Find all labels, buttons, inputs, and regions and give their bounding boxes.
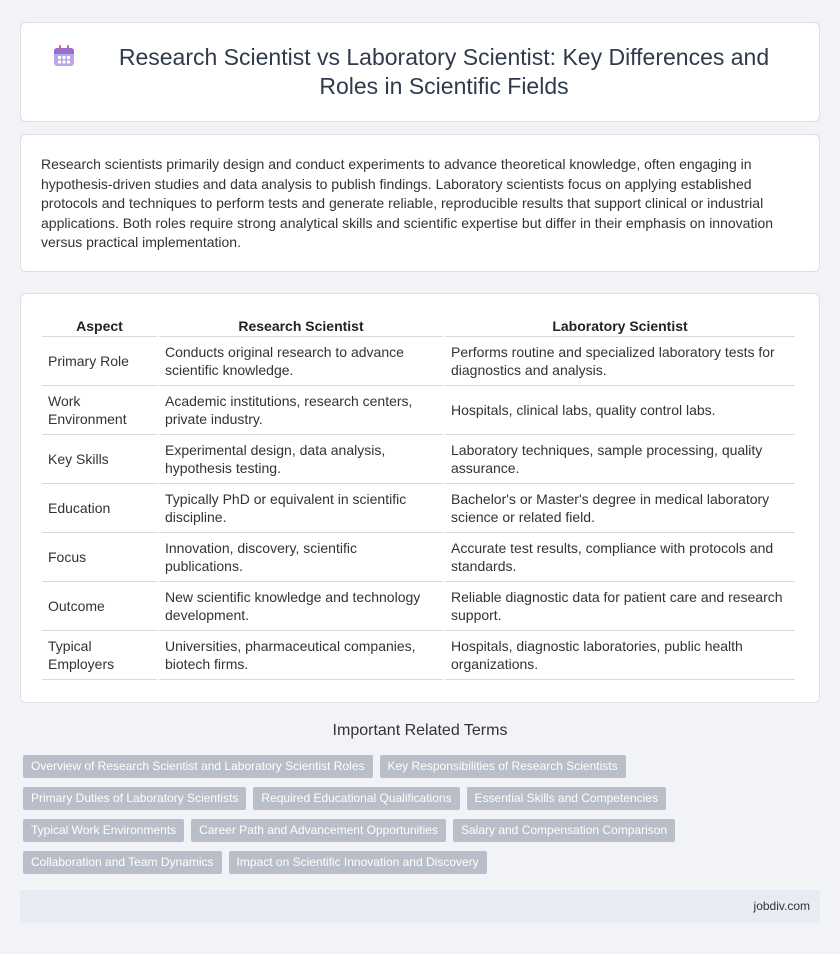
- comparison-table: [40, 314, 797, 680]
- table-cell-research: New scientific knowledge and technology development.: [159, 582, 443, 631]
- table-row: [42, 484, 795, 533]
- tag-row: [23, 755, 803, 778]
- table-cell-laboratory: Laboratory techniques, sample processing, quality assurance.: [445, 435, 795, 484]
- table-cell-research: Experimental design, data analysis, hypothesis testing.: [159, 435, 443, 484]
- related-term-tag[interactable]: Overview of Research Scientist and Laboratory Scientist Roles: [23, 755, 373, 778]
- table-cell-research: Conducts original research to advance scientific knowledge.: [159, 337, 443, 386]
- footer-site-link[interactable]: jobdiv.com: [753, 899, 810, 913]
- table-cell-laboratory: Reliable diagnostic data for patient care and research support.: [445, 582, 795, 631]
- table-cell-aspect: Typical Employers: [42, 631, 157, 680]
- related-terms-list: [23, 755, 803, 883]
- table-cell-aspect: Primary Role: [42, 337, 157, 386]
- comparison-table-card: [20, 293, 820, 703]
- calendar-icon: [51, 43, 77, 69]
- related-term-tag[interactable]: Typical Work Environments: [23, 819, 184, 842]
- footer: [20, 890, 820, 923]
- table-cell-research: Innovation, discovery, scientific publications.: [159, 533, 443, 582]
- table-cell-research: Academic institutions, research centers, private industry.: [159, 386, 443, 435]
- table-row: [42, 337, 795, 386]
- intro-text: Research scientists primarily design and conduct experiments to advance theoretical knowledge, often engaging in hypothesis-driven studies and data analysis to publish findings. Laboratory scientists focus on applying established protocols and techniques to perform tests and generate reliable, reproducible results that support clinical or industrial applications. Both roles require strong analytical skills and scientific expertise but differ in their emphasis on innovation versus practical implementation.: [41, 156, 774, 250]
- intro-card: [20, 134, 820, 272]
- column-header-aspect: Aspect: [42, 314, 157, 337]
- related-term-tag[interactable]: Required Educational Qualifications: [253, 787, 459, 810]
- table-cell-aspect: Outcome: [42, 582, 157, 631]
- table-cell-laboratory: Performs routine and specialized laboratory tests for diagnostics and analysis.: [445, 337, 795, 386]
- table-row: [42, 533, 795, 582]
- table-cell-laboratory: Hospitals, diagnostic laboratories, public health organizations.: [445, 631, 795, 680]
- table-row: [42, 631, 795, 680]
- related-term-tag[interactable]: Collaboration and Team Dynamics: [23, 851, 222, 874]
- table-cell-research: Universities, pharmaceutical companies, biotech firms.: [159, 631, 443, 680]
- column-header-laboratory-scientist: Laboratory Scientist: [445, 314, 795, 337]
- table-header-row: [42, 314, 795, 337]
- tag-row: [23, 819, 803, 842]
- page-title: Research Scientist vs Laboratory Scientist: Key Differences and Roles in Scientific Fields: [118, 44, 770, 99]
- table-cell-laboratory: Bachelor's or Master's degree in medical laboratory science or related field.: [445, 484, 795, 533]
- table-cell-aspect: Work Environment: [42, 386, 157, 435]
- related-term-tag[interactable]: Impact on Scientific Innovation and Discovery: [229, 851, 487, 874]
- column-header-research-scientist: Research Scientist: [159, 314, 443, 337]
- table-cell-laboratory: Accurate test results, compliance with protocols and standards.: [445, 533, 795, 582]
- related-term-tag[interactable]: Career Path and Advancement Opportunities: [191, 819, 446, 842]
- table-cell-laboratory: Hospitals, clinical labs, quality control labs.: [445, 386, 795, 435]
- table-cell-aspect: Focus: [42, 533, 157, 582]
- table-row: [42, 582, 795, 631]
- table-cell-aspect: Key Skills: [42, 435, 157, 484]
- related-term-tag[interactable]: Primary Duties of Laboratory Scientists: [23, 787, 246, 810]
- table-row: [42, 386, 795, 435]
- table-cell-research: Typically PhD or equivalent in scientific discipline.: [159, 484, 443, 533]
- header-card: [20, 22, 820, 122]
- related-term-tag[interactable]: Essential Skills and Competencies: [467, 787, 666, 810]
- tag-row: [23, 851, 803, 874]
- related-term-tag[interactable]: Key Responsibilities of Research Scientists: [380, 755, 626, 778]
- related-term-tag[interactable]: Salary and Compensation Comparison: [453, 819, 675, 842]
- tag-row: [23, 787, 803, 810]
- table-cell-aspect: Education: [42, 484, 157, 533]
- related-terms-title: Important Related Terms: [332, 722, 508, 739]
- table-row: [42, 435, 795, 484]
